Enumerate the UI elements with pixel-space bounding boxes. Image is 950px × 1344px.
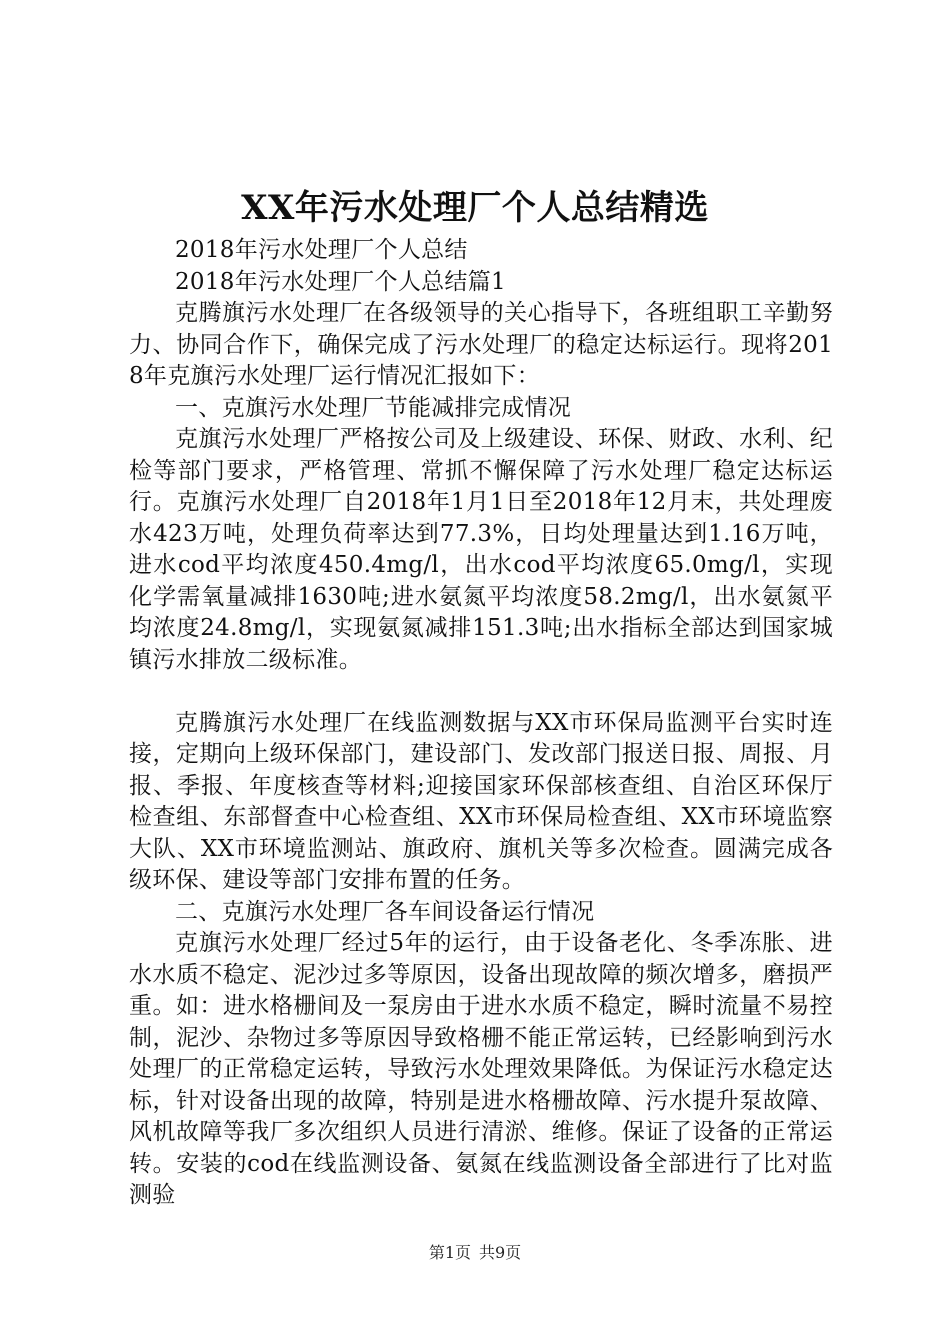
body-paragraph: 克腾旗污水处理厂在各级领导的关心指导下，各班组职工辛勤努力、协同合作下，确保完成了污水处理厂的稳定达标运行。现将2018年克旗污水处理厂运行情况汇报如下： (129, 300, 833, 389)
body-paragraph: 克旗污水处理厂经过5年的运行，由于设备老化、冬季冻胀、进水水质不稳定、泥沙过多等原因，设备出现故障的频次增多，磨损严重。如：进水格栅间及一泵房由于进水水质不稳定，瞬时流量不易控制，泥沙、杂物过多等原因导致格栅不能正常运转，已经影响到污水处理厂的正常稳定运转，导致污水处理效果降低。为保证污水稳定达标，针对设备出现的故障，特别是进水格栅故障、污水提升泵故障、风机故障等我厂多次组织人员进行清淤、维修。保证了设备的正常运转。安装的cod在线监测设备、氨氮在线监测设备全部进行了比对监测验 (129, 930, 833, 1208)
section-heading: 二、克旗污水处理厂各车间设备运行情况 (175, 898, 595, 925)
subtitle-line: 2018年污水处理厂个人总结 (175, 237, 468, 263)
document-body (129, 235, 833, 1212)
page-footer (0, 1242, 950, 1264)
page-number: 第1页 (428, 1243, 471, 1262)
body-paragraph: 克旗污水处理厂严格按公司及上级建设、环保、财政、水利、纪检等部门要求，严格管理、常抓不懈保障了污水处理厂稳定达标运行。克旗污水处理厂自2018年1月1日至2018年12月末，共处理废水423万吨，处理负荷率达到77.3%，日均处理量达到1.16万吨，进水cod平均浓度450.4mg/l，出水cod平均浓度65.0mg/l，实现化学需氧量减排1630吨;进水氨氮平均浓度58.2mg/l，出水氨氮平均浓度24.8mg/l，实现氨氮减排151.3吨;出水指标全部达到国家城镇污水排放二级标准。 (129, 426, 833, 673)
paragraph-spacer (129, 676, 833, 708)
document-title: XX年污水处理厂个人总结精选 (241, 188, 709, 228)
body-paragraph: 克腾旗污水处理厂在线监测数据与XX市环保局监测平台实时连接，定期向上级环保部门，建设部门、发改部门报送日报、周报、月报、季报、年度核查等材料;迎接国家环保部核查组、自治区环保厅检查组、东部督查中心检查组、XX市环保局检查组、XX市环境监察大队、XX市环境监测站、旗政府、旗机关等多次检查。圆满完成各级环保、建设等部门安排布置的任务。 (129, 709, 833, 893)
section-heading: 2018年污水处理厂个人总结篇1 (175, 268, 506, 295)
section-heading: 一、克旗污水处理厂节能减排完成情况 (175, 394, 572, 421)
page-total: 共9页 (479, 1243, 522, 1262)
